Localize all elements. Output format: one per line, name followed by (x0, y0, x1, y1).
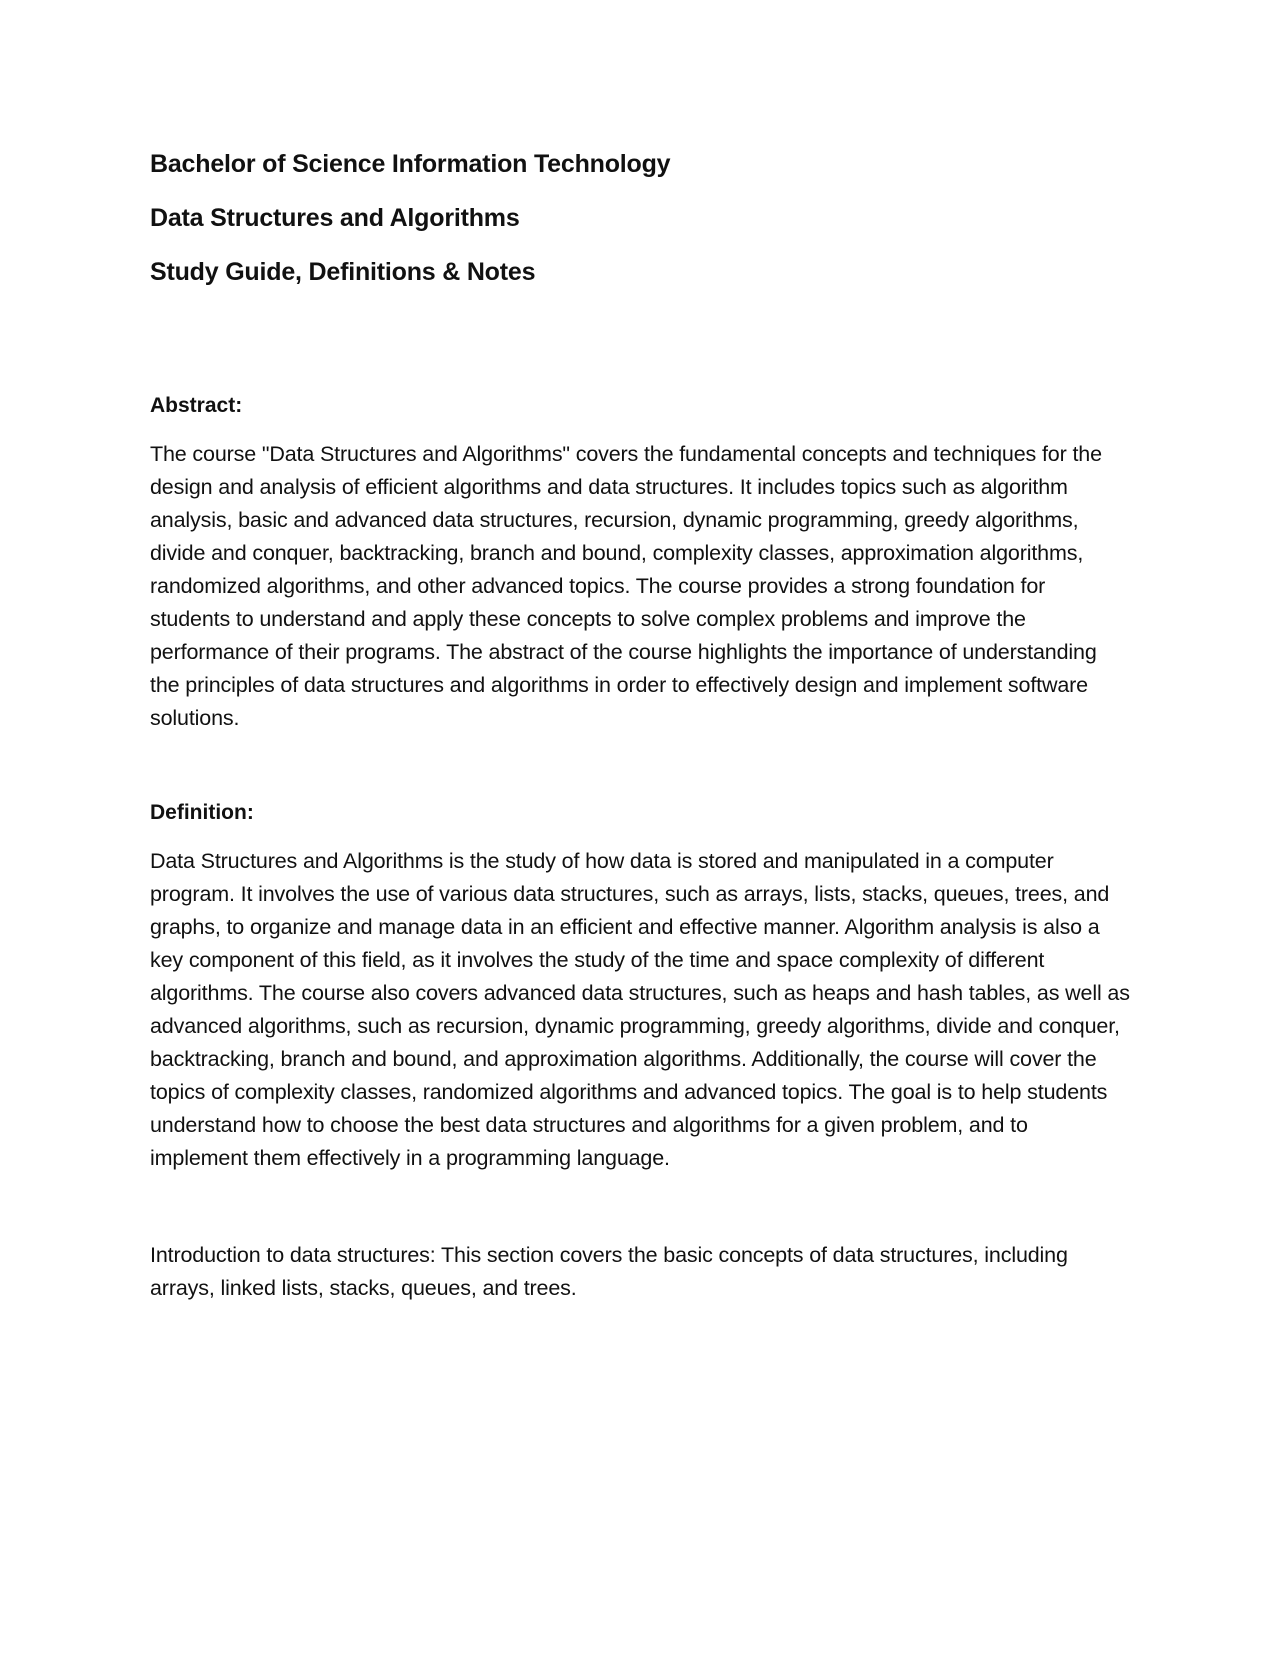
degree-title: Bachelor of Science Information Technology (150, 150, 671, 178)
definition-paragraph: Data Structures and Algorithms is the study of how data is stored and manipulated in a computer program. It involves the use of various data structures, such as arrays, lists, stacks, queues, trees, and graphs, to organize and manage data in an efficient and effective manner. Algorithm analysis is also a key component of this field, as it involves the study of the time and space complexity of different algorithms. The course also covers advanced data structures, such as heaps and hash tables, as well as advanced algorithms, such as recursion, dynamic programming, greedy algorithms, divide and conquer, backtracking, branch and bound, and approximation algorithms. Additionally, the course will cover the topics of complexity classes, randomized algorithms and advanced topics. The goal is to help students understand how to choose the best data structures and algorithms for a given problem, and to implement them effectively in a programming language. (150, 849, 1130, 1170)
abstract-paragraph: The course "Data Structures and Algorithms" covers the fundamental concepts and techniques for the design and analysis of efficient algorithms and data structures. It includes topics such as algorithm analysis, basic and advanced data structures, recursion, dynamic programming, greedy algorithms, divide and conquer, backtracking, branch and bound, complexity classes, approximation algorithms, randomized algorithms, and other advanced topics. The course provides a strong foundation for students to understand and apply these concepts to solve complex problems and improve the performance of their programs. The abstract of the course highlights the importance of understanding the principles of data structures and algorithms in order to effectively design and implement software solutions. (150, 442, 1102, 730)
document-content (150, 148, 1130, 1369)
course-title: Data Structures and Algorithms (150, 204, 520, 232)
abstract-section (150, 392, 1130, 735)
definition-heading: Definition: (150, 801, 254, 824)
introduction-section (150, 1239, 1130, 1305)
title-block (150, 148, 1130, 288)
abstract-heading: Abstract: (150, 394, 243, 417)
definition-section (150, 799, 1130, 1175)
introduction-paragraph: Introduction to data structures: This section covers the basic concepts of data structures, including arrays, linked lists, stacks, queues, and trees. (150, 1243, 1068, 1300)
document-subtitle: Study Guide, Definitions & Notes (150, 258, 536, 286)
